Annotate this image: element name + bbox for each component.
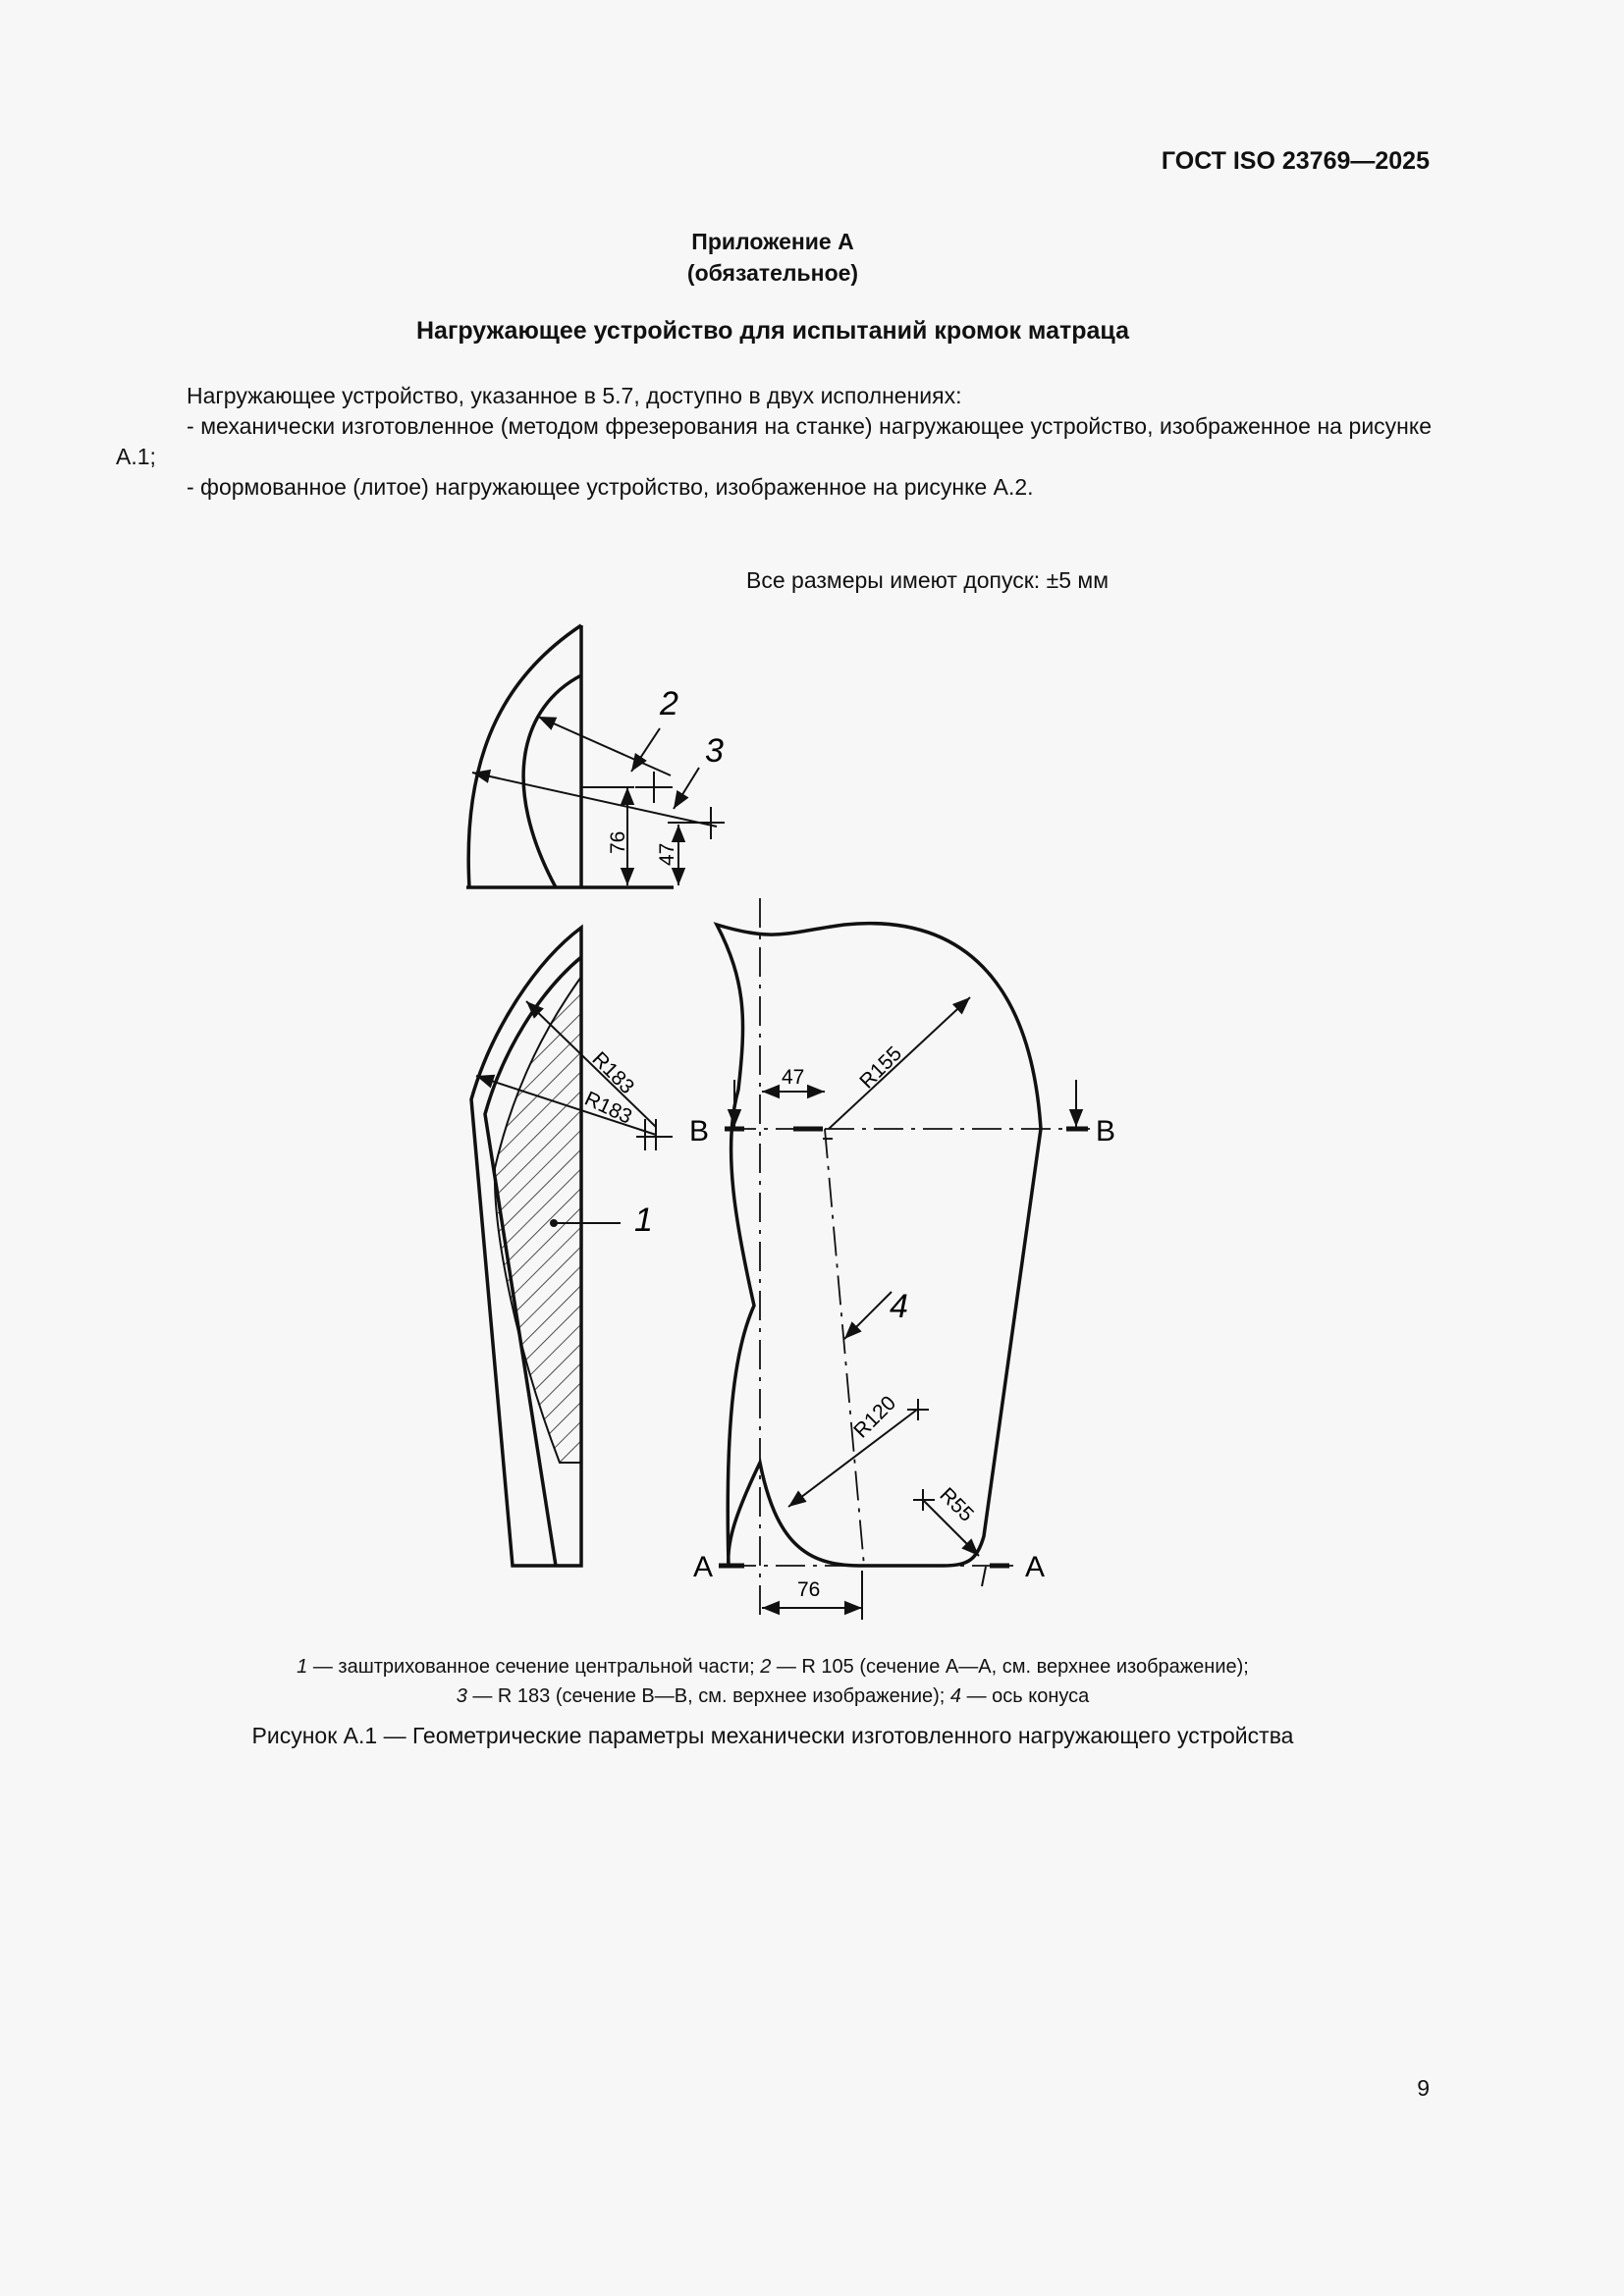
centroid-dot <box>550 1219 558 1227</box>
label-item-3: 3 <box>705 732 724 770</box>
label-r55: R55 <box>935 1483 978 1526</box>
label-r183-a: R183 <box>587 1047 639 1099</box>
label-item-4: 4 <box>890 1288 908 1325</box>
section-a-left: A <box>693 1551 714 1583</box>
section-b-right: B <box>1096 1115 1116 1148</box>
label-r155: R155 <box>855 1041 907 1094</box>
legend-line-1 <box>0 1652 1545 1682</box>
dim-47-plan: 47 <box>782 1066 805 1089</box>
label-r120: R120 <box>849 1391 901 1443</box>
standard-code: ГОСТ ISO 23769—2025 <box>1161 147 1430 175</box>
tolerance-note: Все размеры имеют допуск: ±5 мм <box>746 567 1110 593</box>
side-profile-view <box>471 928 581 1566</box>
legend-text-3: — R 183 (сечение В—В, см. верхнее изображение); <box>466 1685 950 1707</box>
section-a-right: A <box>1025 1551 1046 1583</box>
annex-block <box>0 226 1545 289</box>
top-dimension-lines <box>472 717 725 885</box>
section-b-left: B <box>689 1115 710 1148</box>
figure-caption: Рисунок А.1 — Геометрические параметры механически изготовленного нагружающего устройства <box>251 1723 1294 1748</box>
legend-num-2: 2 <box>760 1656 772 1678</box>
body-text <box>116 381 1432 503</box>
label-item-2: 2 <box>660 685 678 722</box>
legend-num-4: 4 <box>949 1685 962 1707</box>
annex-title: Приложение А <box>691 229 854 254</box>
dim-47-top: 47 <box>656 842 678 866</box>
legend-text-4: — ось конуса <box>961 1685 1090 1707</box>
legend-num-3: 3 <box>456 1685 467 1707</box>
list-item: - механически изготовленное (методом фрезерования на станке) нагружающее устройство, изображенное на рисунке А.1; <box>116 413 1432 469</box>
label-r183-b: R183 <box>580 1087 636 1129</box>
legend-num-1: 1 <box>297 1656 308 1678</box>
legend-text-1: — заштрихованное сечение центральной части; <box>307 1656 761 1678</box>
legend-line-2 <box>0 1682 1545 1711</box>
label-item-1: 1 <box>634 1201 653 1239</box>
dim-76-top: 76 <box>607 830 629 854</box>
section-heading: Нагружающее устройство для испытаний кромок матраца <box>415 317 1129 345</box>
dim-76-plan: 76 <box>797 1578 821 1601</box>
legend-text-2: — R 105 (сечение А—А, см. верхнее изображение); <box>771 1656 1249 1678</box>
annex-status: (обязательное) <box>686 260 859 286</box>
figure-legend <box>0 1652 1545 1711</box>
technical-drawing <box>432 609 1178 1629</box>
list-item: - формованное (литое) нагружающее устройство, изображенное на рисунке А.2. <box>187 474 1034 500</box>
figure-drawing <box>432 609 1178 1634</box>
page-number: 9 <box>1417 2075 1430 2101</box>
plan-view <box>717 898 1090 1620</box>
intro-paragraph: Нагружающее устройство, указанное в 5.7, доступно в двух исполнениях: <box>187 383 962 408</box>
